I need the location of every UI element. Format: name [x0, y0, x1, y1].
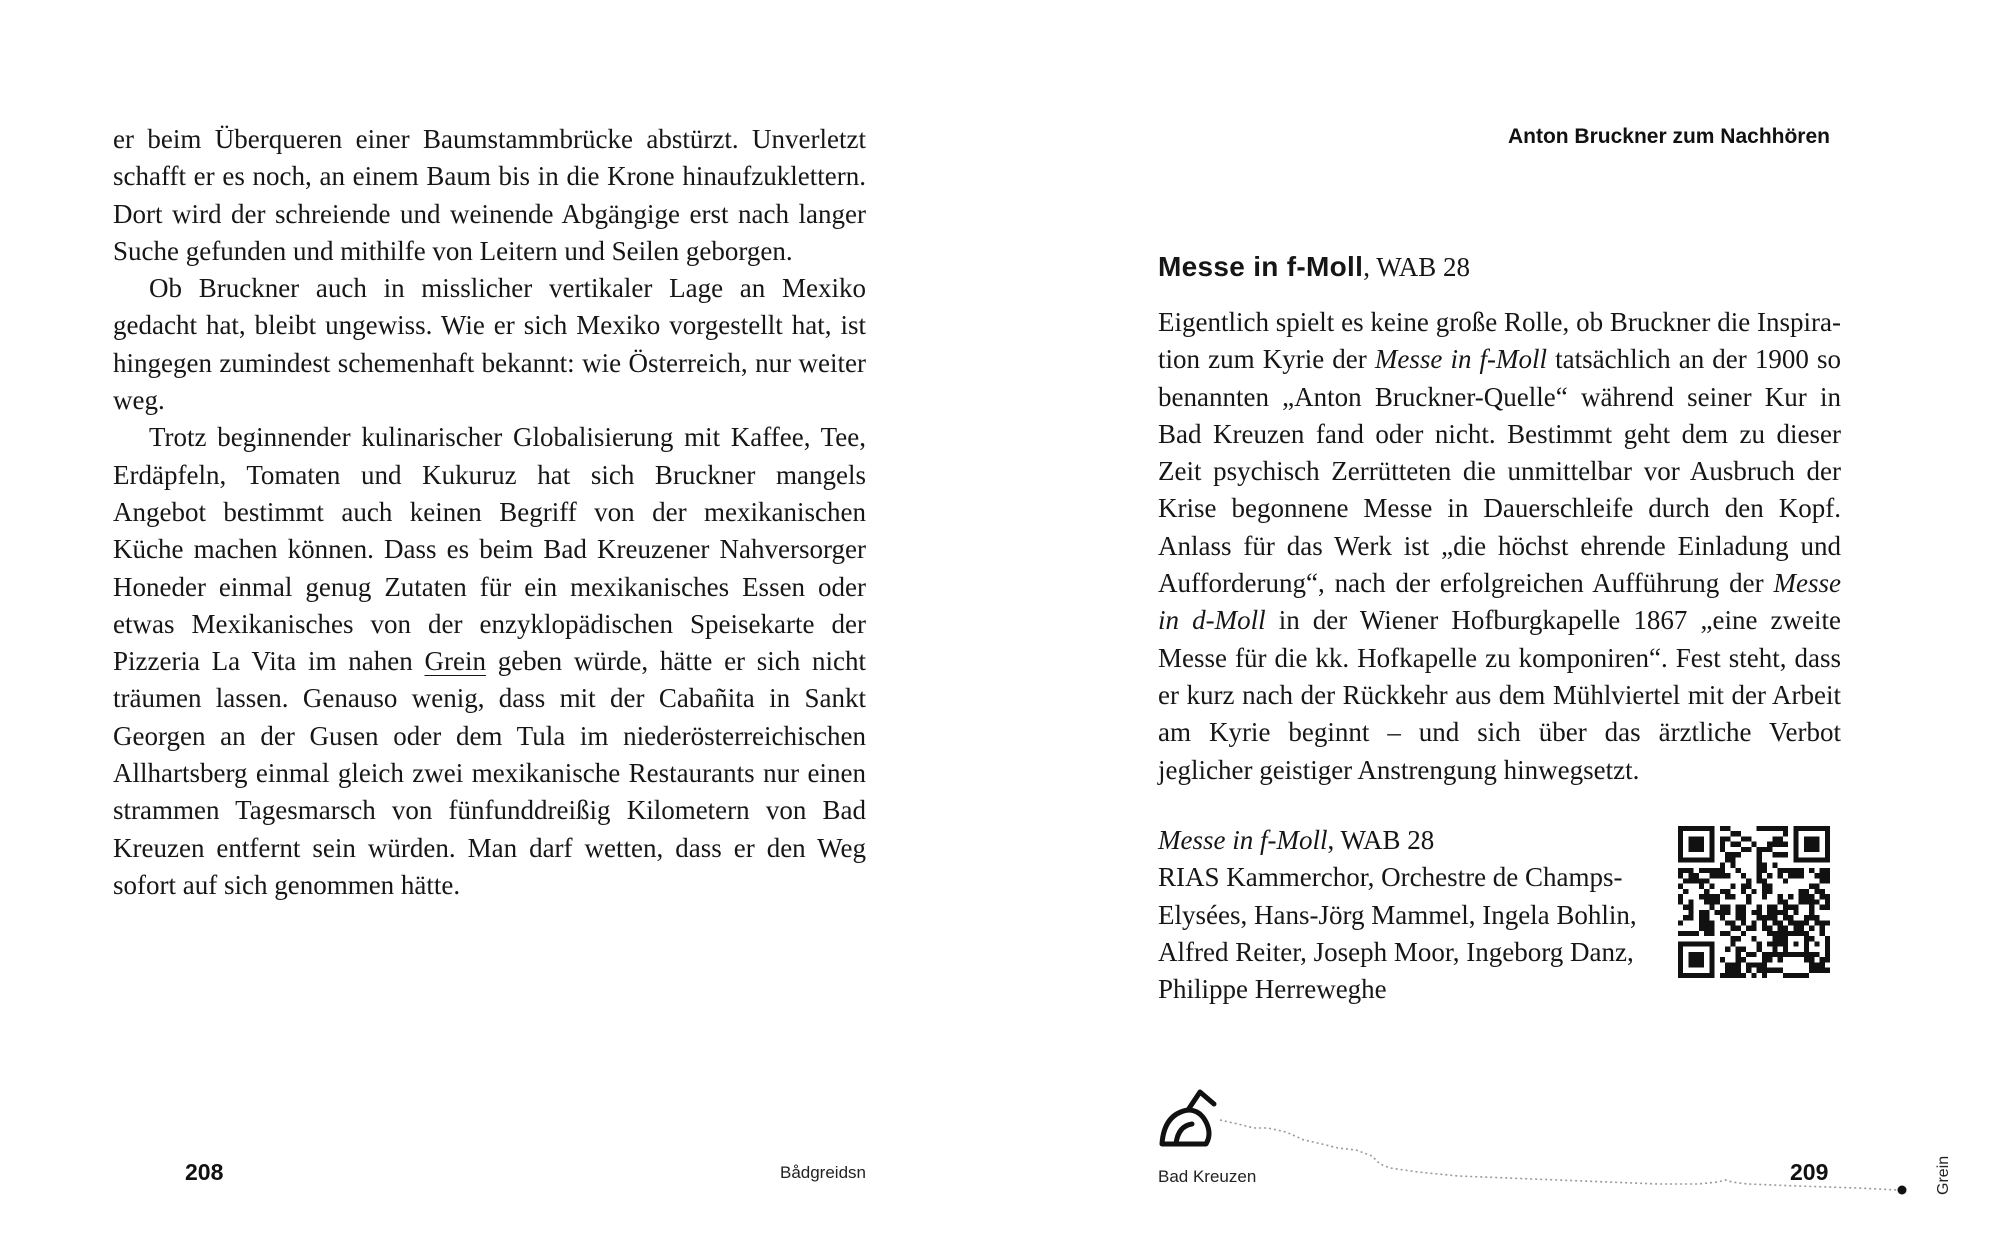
section-title-bold: Messe in f-Moll [1158, 251, 1364, 282]
section-title [1158, 251, 1470, 283]
right-page [1000, 0, 2000, 1259]
running-foot: Bådgreidsn [779, 1163, 866, 1182]
paragraph-text: Trotz beginnender kulinarischer Globalisierung mit Kaffee, Tee, Erdäpfeln, Tomaten und Kukuruz hat sich Bruckner mangels Angebot bestimmt auch keinen Begriff von der mexikanischen Küche machen können. Dass es beim Bad Kreuzener Nahversorger Honeder einmal genug Zutaten für ein mexikanisches Essen oder etwas Mexikanisches von der enzyklopädischen Speisekarte der Pizzeria La Vita im nahen [113, 422, 866, 677]
body-text-part: in der Wiener Hofburgkapelle 1867 „eine zweite Messe für die kk. Hofkapelle zu komponiren“. Fest steht, dass er kurz nach der Rückkehr aus dem Mühlviertel mit der Arbeit am Kyrie beginnt – und sich über das ärztliche Verbot jeglicher geistiger Anstrengung hinwegsetzt. [1158, 605, 1841, 785]
running-head: Anton Bruckner zum Nachhören [1507, 125, 1830, 148]
performer-line: RIAS Kammerchor, Orchestre de Champs- [1158, 862, 1623, 893]
route-end-dot [1898, 1186, 1907, 1195]
body-text-part: tatsächlich an der 1900 so benannten „Anton Bruckner-Quelle“ während seiner Kur in Bad Kreuzen fand oder nicht. Bestimmt geht dem zu dieser Zeit psychisch Zerrütteten die unmittelbar vor Ausbruch der Krise begonnene Messe in Dauerschleife durch den Kopf. Anlass für das Werk ist „die höchst ehrende Einladung und Aufforderung“, nach der erfolgreichen Aufführung der [1158, 344, 1841, 599]
performer-line: Alfred Reiter, Joseph Moor, Ingeborg Danz, [1158, 936, 1634, 967]
recording-title-italic: Messe in f-Moll [1158, 825, 1328, 855]
paragraph: Ob Bruckner auch in misslicher vertikaler Lage an Mexiko gedacht hat, bleibt ungewiss. Wie er sich Mexiko vorgestellt hat, ist hingegen zumindest schemenhaft bekannt: wie Österreich, nur weiter weg. [113, 273, 866, 416]
left-body-text [113, 121, 866, 904]
hiker-icon [1162, 1092, 1214, 1144]
right-body-text [1158, 304, 1841, 789]
route-start-label: Bad Kreuzen [1158, 1167, 1257, 1186]
performer-line: Philippe Herreweghe [1158, 974, 1387, 1005]
recording-title [1158, 822, 1668, 859]
route-end-label: Grein [1935, 1155, 1952, 1195]
page-number: 208 [185, 1159, 224, 1185]
qr-code[interactable] [1678, 826, 1830, 978]
grein-link[interactable]: Grein [424, 646, 486, 677]
body-text-part: Eigentlich spielt es keine große Rolle, ob Bruckner die Inspiration zum Kyrie der [1158, 307, 1841, 375]
recording-info [1158, 822, 1668, 1008]
paragraph [113, 419, 866, 904]
work-title: Messe in f-Moll [1374, 344, 1548, 375]
paragraph [1158, 304, 1841, 789]
work-title: Messe in d-Moll [1158, 568, 1841, 636]
paragraph-text: geben würde, hätte er sich nicht träumen lassen. Genauso wenig, dass mit der Cabañita in Sankt Georgen an der Gusen oder dem Tula im niederösterreichischen Allhartsberg einmal gleich zwei mexikanische Restaurants nur einen strammen Tagesmarsch von fünfunddreißig Kilometern von Bad Kreuzen entfernt sein würden. Man darf wetten, dass er den Weg sofort auf sich genommen hätte. [113, 646, 866, 900]
performer-line: Elysées, Hans-Jörg Mammel, Ingela Bohlin, [1158, 899, 1637, 930]
section-title-rest: , WAB 28 [1363, 252, 1470, 282]
route-profile [1158, 1086, 1918, 1216]
recording-title-rest: , WAB 28 [1327, 825, 1435, 855]
paragraph: er beim Überqueren einer Baumstammbrücke abstürzt. Unverletzt schafft er es noch, an einem Baum bis in die Krone hinaufzuklettern. Dort wird der schreiende und weinende Abgängige erst nach langer Suche gefunden und mithilfe von Leitern und Seilen geborgen. [113, 124, 866, 266]
page-number: 209 [1790, 1159, 1829, 1185]
